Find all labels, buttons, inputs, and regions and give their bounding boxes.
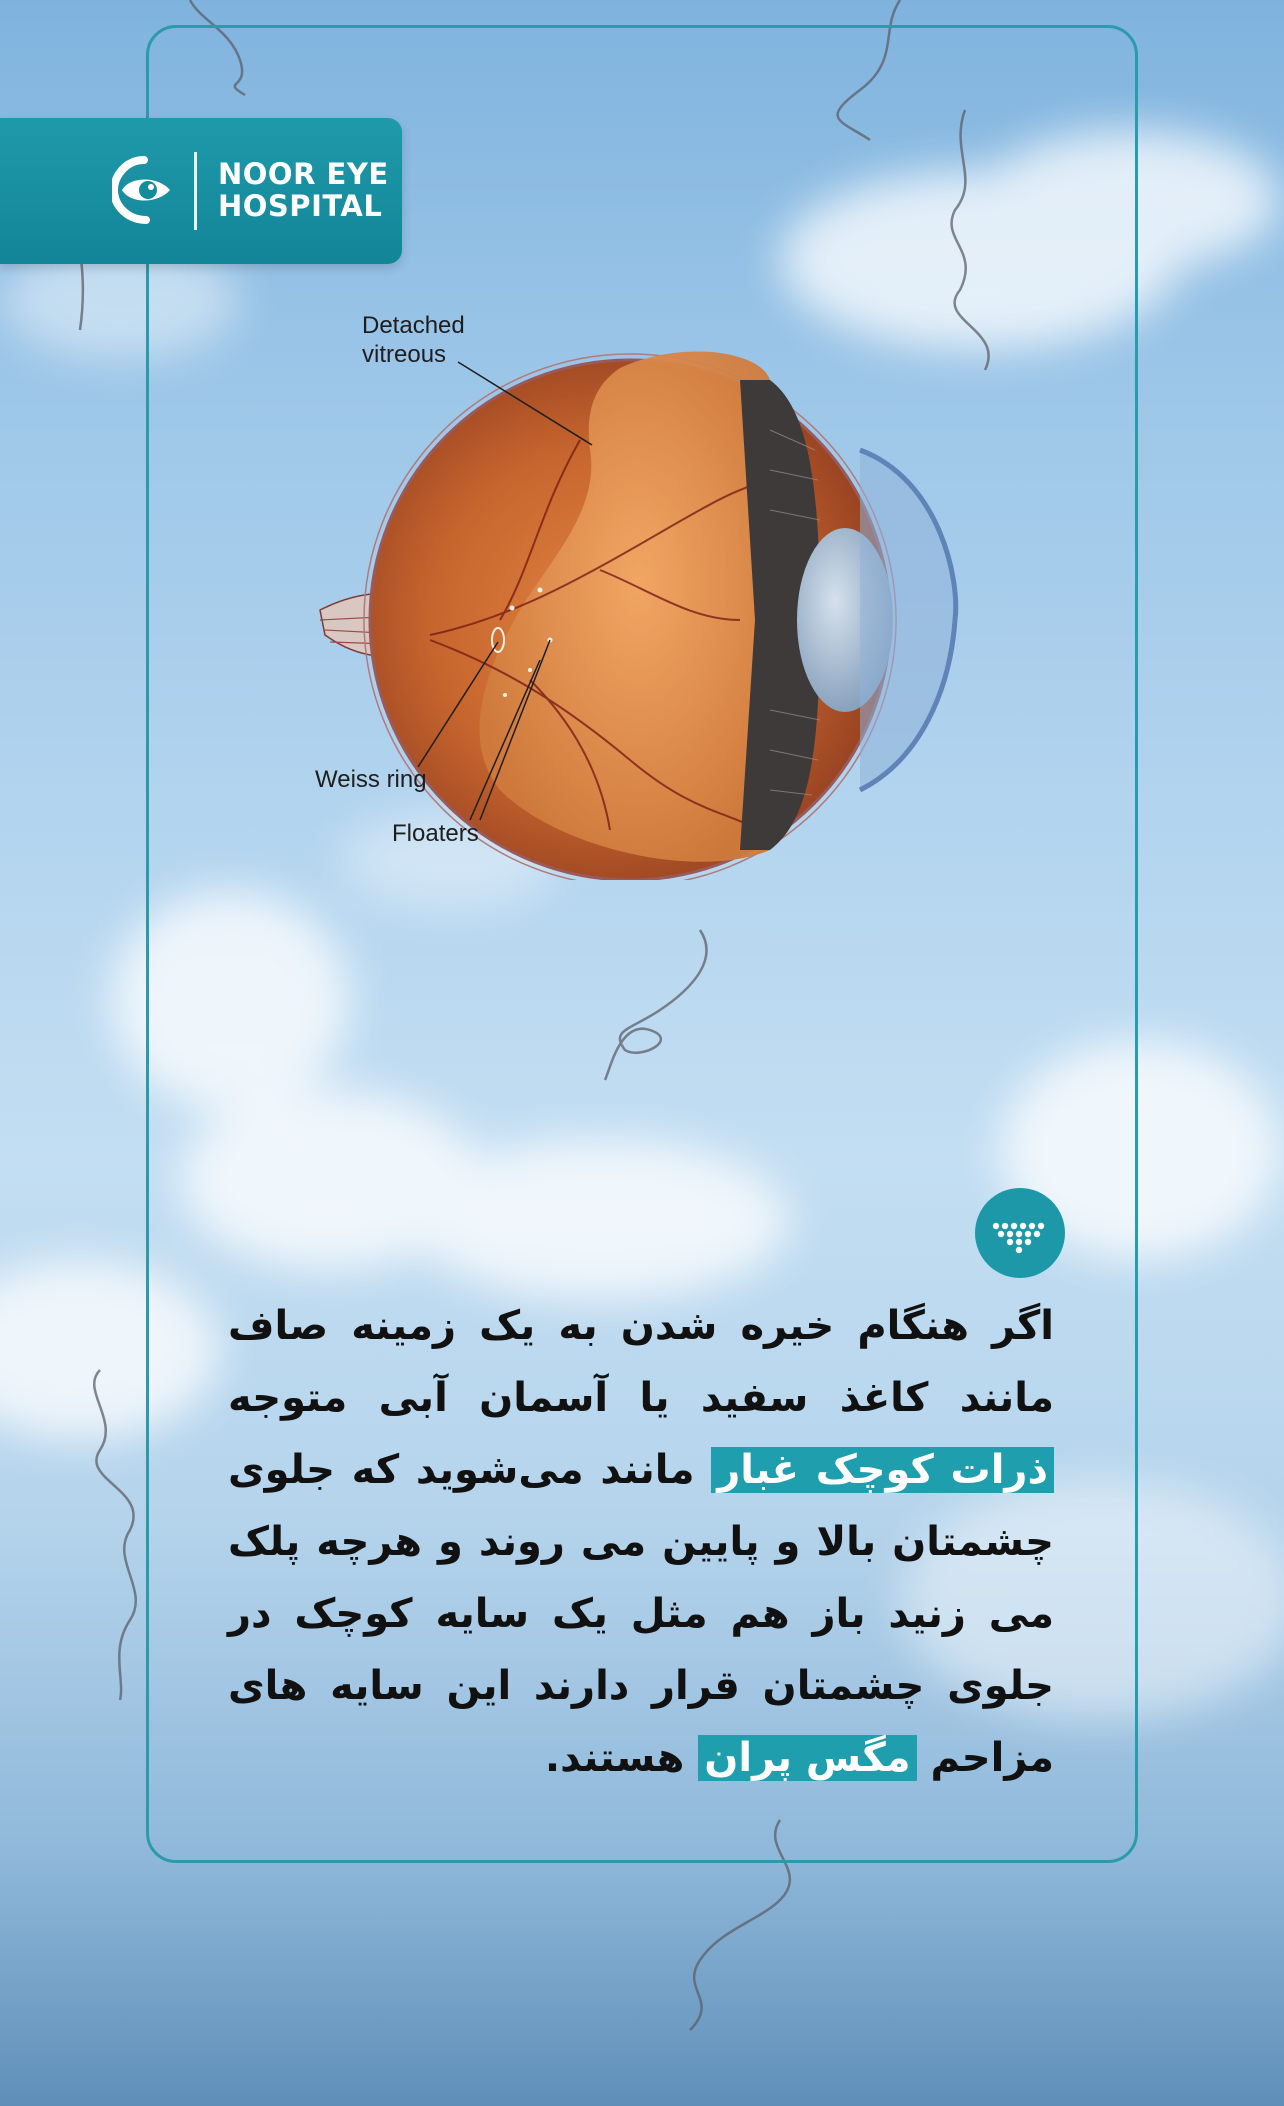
section-badge bbox=[975, 1188, 1065, 1278]
article-paragraph bbox=[228, 1290, 1054, 1794]
label-detached-vitreous-1: Detached bbox=[362, 312, 465, 339]
label-detached-vitreous-2: vitreous bbox=[362, 341, 447, 368]
highlight-dust-particles: ذرات کوچک غبار bbox=[711, 1447, 1054, 1493]
dots-triangle-icon bbox=[975, 1188, 1065, 1278]
hospital-name-line1: NOOR EYE bbox=[218, 157, 389, 191]
hospital-name-line2: HOSPITAL bbox=[218, 189, 383, 223]
eye-anatomy-illustration bbox=[300, 290, 970, 880]
article-part1: اگر هنگام خیره شدن به یک زمینه صاف مانند کاغذ سفید یا آسمان آبی متوجه bbox=[228, 1303, 1054, 1421]
article-part3: هستند. bbox=[544, 1735, 685, 1781]
highlight-floaters: مگس پران bbox=[698, 1735, 916, 1781]
hospital-logo bbox=[0, 118, 402, 264]
logo-divider bbox=[194, 152, 197, 230]
eye-logo-icon bbox=[112, 154, 176, 226]
label-weiss-ring: Weiss ring bbox=[315, 766, 427, 793]
article-part2: مانند می‌شوید که جلوی چشمتان بالا و پایین می روند و هرچه پلک می زنید باز هم مثل یک سایه کوچک در جلوی چشمتان قرار دارند این سایه های مزاحم bbox=[228, 1447, 1054, 1781]
cornea bbox=[860, 450, 956, 790]
label-floaters: Floaters bbox=[392, 820, 479, 847]
hospital-name bbox=[218, 158, 389, 222]
